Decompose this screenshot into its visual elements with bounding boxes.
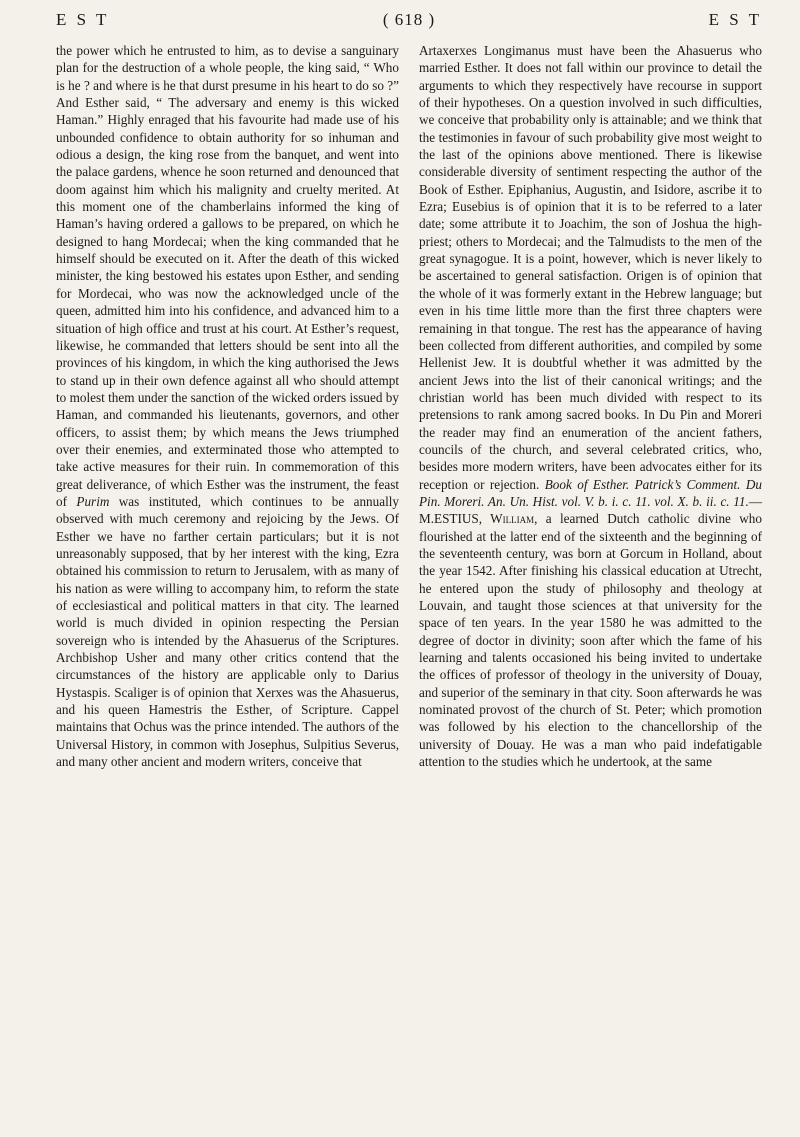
right-column — [419, 42, 762, 770]
left-column-paragraph — [56, 42, 399, 770]
author-initial: —M. — [419, 493, 762, 527]
right-column-paragraph — [419, 42, 762, 770]
left-text-part-1: the power which he entrusted to him, as to devise a sanguinary plan for the destruction of a whole people, the king said, “ Who is he ? and where is he that durst presume in his heart to do so ?” And Esther said, “ The adversary and enemy is this wicked Haman.” Highly enraged that his favourite had made use of his unbounded confidence to obtain authority for so inhuman and odious a design, the king rose from the banquet, and went into the palace gardens, whence he soon returned and denounced that doom against him which his malignity and cruelty merited. At this moment one of the chamberlains informed the king of Haman’s having ordered a gallows to be prepared, on which he designed to hang Mordecai; when the king commanded that he himself should be executed on it. After the death of this wicked minister, the king bestowed his estates upon Esther, and sending for Mordecai, who was now the acknowledged uncle of the queen, admitted him into his confidence, and advanced him to a situation of high office and trust at his court. At Esther’s request, likewise, he commanded that letters should be sent into all the provinces of his kingdom, in which the king authorised the Jews to stand up in their own defence against all who should attempt to molest them under the sanction of the wicked orders issued by Haman, and commanded his lieutenants, governors, and other officers, to assist them; by which means the Jews triumphed over their enemies, and exterminated those who attempted to take active measures for their ruin. In commemoration of this great deliverance, of which Esther was the instrument, the feast of — [56, 43, 399, 509]
left-column — [56, 42, 399, 770]
entry-heading-estius: ESTIUS, William — [434, 511, 535, 527]
purim-term: Purim — [76, 493, 110, 509]
running-head — [56, 10, 762, 38]
references: Book of Esther. Patrick’s Comment. Du Pin. Moreri. An. Un. Hist. vol. V. b. i. c. 11. vol. X. b. ii. c. 11. — [419, 476, 762, 509]
running-head-right: E S T — [708, 10, 762, 29]
left-text-part-2: was instituted, which continues to be annually observed with much ceremony and rejoicing by the Jews. Of Esther we have no farther certain particulars; but it is not unreasonably supposed, that by her interest with the king, Ezra obtained his commission to return to Jerusalem, with as many of his nation as were willing to accompany him, to reform the state of ecclesiastical and political matters in that city. The learned world is much divided in opinion respecting the Persian sovereign who is intended by the Ahasuerus of the Scriptures. Archbishop Usher and many other critics contend that the circumstances of the history are applicable only to Darius Hystaspis. Scaliger is of opinion that Xerxes was the Ahasuerus, and his queen Hamestris the Esther, of Scripture. Cappel maintains that Ochus was the prince intended. The authors of the Universal History, in common with Josephus, Sulpitius Severus, and many other ancient and modern writers, conceive that — [56, 493, 399, 770]
text-columns — [56, 42, 762, 770]
running-head-left: E S T — [56, 10, 110, 29]
right-text-part-1: Artaxerxes Longimanus must have been the Ahasuerus who married Esther. It does not fall within our province to detail the arguments to which they respectively have recourse in support of their hypotheses. On a question involved in such difficulties, we conceive that probability only is attainable; and we think that the testimonies in favour of such probability give most weight to the last of the opinions above mentioned. There is likewise considerable diversity of sentiment respecting the author of the Book of Esther. Epiphanius, Augustin, and Isidore, ascribe it to Ezra; Eusebius is of opinion that it is to be referred to a later date; some attribute it to Joachim, the son of Joshua the high-priest; others to Mordecai; and the Talmudists to the men of the great synagogue. It is a point, however, which is never likely to be ascertained to general satisfaction. Origen is of opinion that the whole of it was formerly extant in the Hebrew language; but even in his time little more than the first three chapters were remaining in that tongue. The rest has the appearance of having been collected from different authorities, and compiled by some Hellenist Jew. It is doubtful whether it was admitted by the ancient Jews into the list of their canonical writings; and the christian world has been much divided with respect to its pretensions to rank among sacred books. In Du Pin and Moreri the reader may find an enumeration of the ancient fathers, councils of the church, and several celebrated critics, who, besides more modern writers, have been advocates either for its reception or rejection. — [419, 43, 762, 492]
right-text-part-3: , a learned Dutch catholic divine who flourished at the latter end of the sixteenth and the beginning of the seventeenth century, was born at Gorcum in Holland, about the year 1542. After finishing his classical education at Utrecht, he entered upon the study of philosophy and theology at Louvain, and taught those sciences at that university for the space of ten years. In the year 1580 he was admitted to the degree of doctor in divinity; soon after which the fame of his learning and talents occasioned his being invited to undertake the offices of professor of theology in the university of Douay, and superior of the seminary in that city. Soon afterwards he was nominated provost of the church of St. Peter; which promotion was followed by his election to the chancellorship of the university of Douay. He was a man who paid indefatigable attention to the studies which he undertook, at the same — [419, 511, 762, 770]
page-number: ( 618 ) — [382, 10, 436, 29]
